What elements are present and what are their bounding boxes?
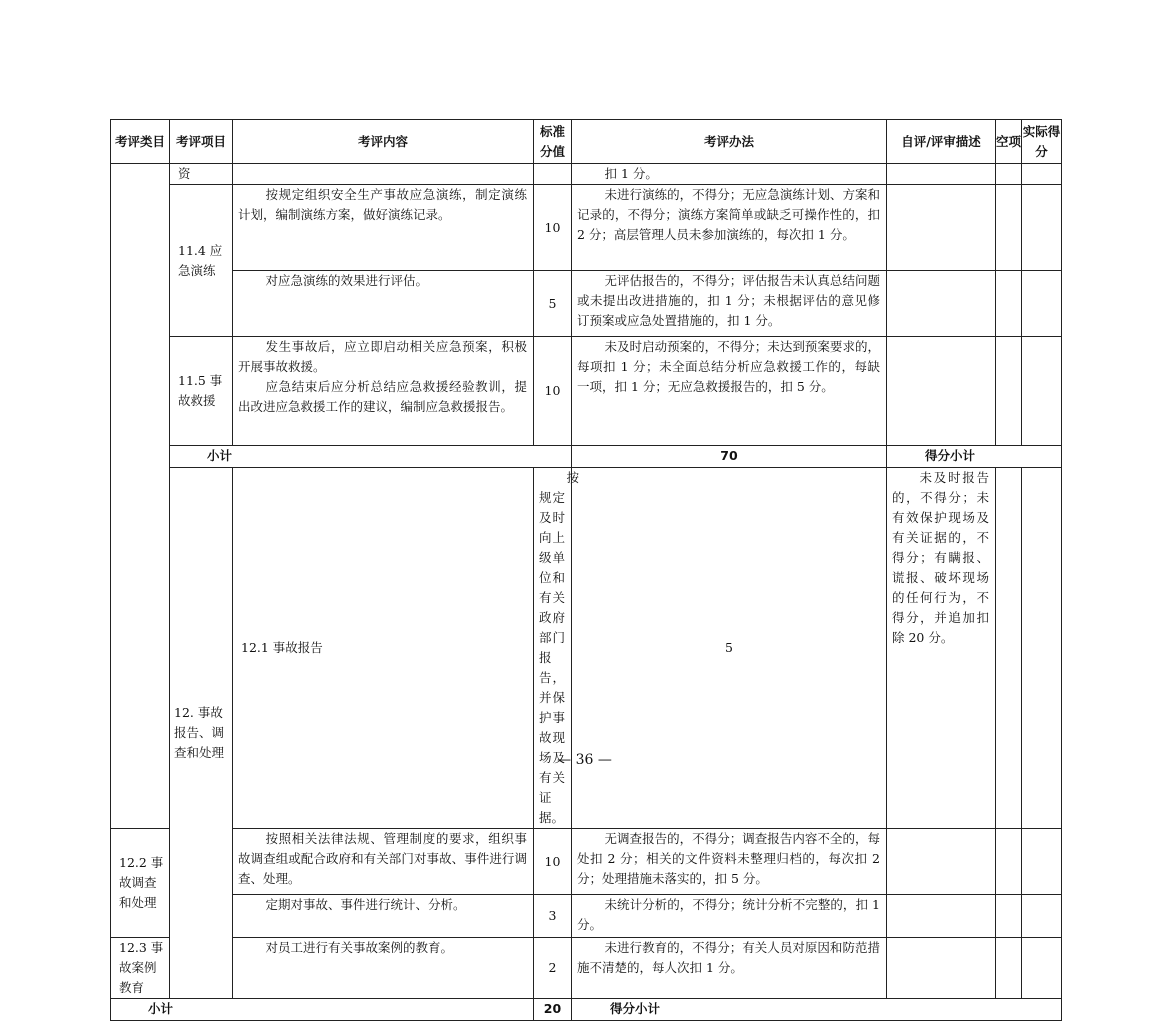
subtotal-label: 小计 bbox=[170, 446, 572, 468]
actual-cell bbox=[1022, 337, 1062, 446]
actual-cell bbox=[1022, 829, 1062, 895]
actual-cell bbox=[1022, 185, 1062, 271]
content-cell: 对应急演练的效果进行评估。 bbox=[233, 271, 534, 337]
subtotal-method: 得分小计 bbox=[887, 446, 1062, 468]
actual-cell bbox=[1022, 938, 1062, 999]
subtotal-score: 70 bbox=[572, 446, 887, 468]
self-eval-cell bbox=[887, 938, 996, 999]
header-self-eval: 自评/评审描述 bbox=[887, 120, 996, 164]
self-eval-cell bbox=[996, 468, 1022, 829]
table-row bbox=[111, 185, 1062, 271]
method-cell: 扣 1 分。 bbox=[572, 164, 887, 185]
subtotal-method: 得分小计 bbox=[572, 999, 1062, 1021]
subtotal-score: 20 bbox=[534, 999, 572, 1021]
item-cell: 12.3 事故案例教育 bbox=[111, 938, 170, 999]
category-cell-11 bbox=[111, 164, 170, 829]
empty-cell bbox=[996, 271, 1022, 337]
evaluation-table bbox=[110, 119, 1062, 1021]
score-cell: 5 bbox=[534, 271, 572, 337]
header-item: 考评项目 bbox=[170, 120, 233, 164]
method-cell: 未进行教育的，不得分；有关人员对原因和防范措施不清楚的，每人次扣 1 分。 bbox=[572, 938, 887, 999]
table-row bbox=[111, 271, 1062, 337]
header-standard-score: 标准分值 bbox=[534, 120, 572, 164]
empty-cell bbox=[996, 164, 1022, 185]
header-empty: 空项 bbox=[996, 120, 1022, 164]
content-cell: 发生事故后，应立即启动相关应急预案，积极开展事故救援。 应急结束后应分析总结应急救援经验教训，提出改进应急救援工作的建议，编制应急救援报告。 bbox=[233, 337, 534, 446]
header-category: 考评类目 bbox=[111, 120, 170, 164]
empty-cell bbox=[996, 185, 1022, 271]
item-cell: 12.2 事故调查和处理 bbox=[111, 829, 170, 938]
method-cell: 未及时启动预案的，不得分；未达到预案要求的，每项扣 1 分；未全面总结分析应急救援工作的，每缺一项，扣 1 分；无应急救援报告的，扣 5 分。 bbox=[572, 337, 887, 446]
table-row bbox=[111, 895, 1062, 938]
score-cell: 5 bbox=[572, 468, 887, 829]
score-cell: 2 bbox=[534, 938, 572, 999]
score-cell: 10 bbox=[534, 185, 572, 271]
header-actual: 实际得分 bbox=[1022, 120, 1062, 164]
header-method: 考评办法 bbox=[572, 120, 887, 164]
empty-cell bbox=[1022, 468, 1062, 829]
item-cell: 11.4 应急演练 bbox=[170, 185, 233, 337]
content-cell: 对员工进行有关事故案例的教育。 bbox=[233, 938, 534, 999]
empty-cell bbox=[996, 829, 1022, 895]
empty-cell bbox=[996, 337, 1022, 446]
empty-cell bbox=[996, 938, 1022, 999]
content-cell: 定期对事故、事件进行统计、分析。 bbox=[233, 895, 534, 938]
method-cell: 未及时报告的，不得分；未有效保护现场及有关证据的，不得分；有瞒报、谎报、破坏现场的任何行为，不得分，并追加扣除 20 分。 bbox=[887, 468, 996, 829]
actual-cell bbox=[1022, 164, 1062, 185]
item-cell: 11.5 事故救援 bbox=[170, 337, 233, 446]
self-eval-cell bbox=[887, 829, 996, 895]
subtotal-row bbox=[111, 446, 1062, 468]
header-content: 考评内容 bbox=[233, 120, 534, 164]
subtotal-row bbox=[111, 999, 1062, 1021]
self-eval-cell bbox=[887, 271, 996, 337]
page-number: — 36 — bbox=[557, 752, 612, 768]
table-row bbox=[111, 468, 1062, 829]
self-eval-cell bbox=[887, 164, 996, 185]
table-row bbox=[111, 337, 1062, 446]
content-cell: 按规定组织安全生产事故应急演练，制定演练计划，编制演练方案，做好演练记录。 bbox=[233, 185, 534, 271]
score-cell: 10 bbox=[534, 829, 572, 895]
table-row bbox=[111, 829, 1062, 895]
method-cell: 未进行演练的，不得分；无应急演练计划、方案和记录的，不得分；演练方案简单或缺乏可操作性的，扣 2 分；高层管理人员未参加演练的，每次扣 1 分。 bbox=[572, 185, 887, 271]
table-row bbox=[111, 164, 1062, 185]
self-eval-cell bbox=[887, 185, 996, 271]
actual-cell bbox=[1022, 895, 1062, 938]
subtotal-label: 小计 bbox=[111, 999, 534, 1021]
actual-cell bbox=[1022, 271, 1062, 337]
content-cell: 按照相关法律法规、管理制度的要求，组织事故调查组或配合政府和有关部门对事故、事件进行调查、处理。 bbox=[233, 829, 534, 895]
score-cell: 3 bbox=[534, 895, 572, 938]
self-eval-cell bbox=[887, 895, 996, 938]
score-cell bbox=[534, 164, 572, 185]
score-cell: 10 bbox=[534, 337, 572, 446]
method-cell: 无调查报告的，不得分；调查报告内容不全的，每处扣 2 分；相关的文件资料未整理归档的，每次扣 2 分；处理措施未落实的，扣 5 分。 bbox=[572, 829, 887, 895]
content-cell bbox=[233, 164, 534, 185]
category-cell-12: 12. 事故报告、调查和处理 bbox=[170, 468, 233, 999]
method-cell: 未统计分析的，不得分；统计分析不完整的，扣 1 分。 bbox=[572, 895, 887, 938]
item-cell: 资 bbox=[170, 164, 233, 185]
header-row bbox=[111, 120, 1062, 164]
self-eval-cell bbox=[887, 337, 996, 446]
empty-cell bbox=[996, 895, 1022, 938]
content-cell: 按规定及时向上级单位和有关政府部门报告，并保护事故现场及有关证据。 bbox=[534, 468, 572, 829]
method-cell: 无评估报告的，不得分；评估报告未认真总结问题或未提出改进措施的，扣 1 分；未根据评估的意见修订预案或应急处置措施的，扣 1 分。 bbox=[572, 271, 887, 337]
item-cell: 12.1 事故报告 bbox=[233, 468, 534, 829]
table-row bbox=[111, 938, 1062, 999]
